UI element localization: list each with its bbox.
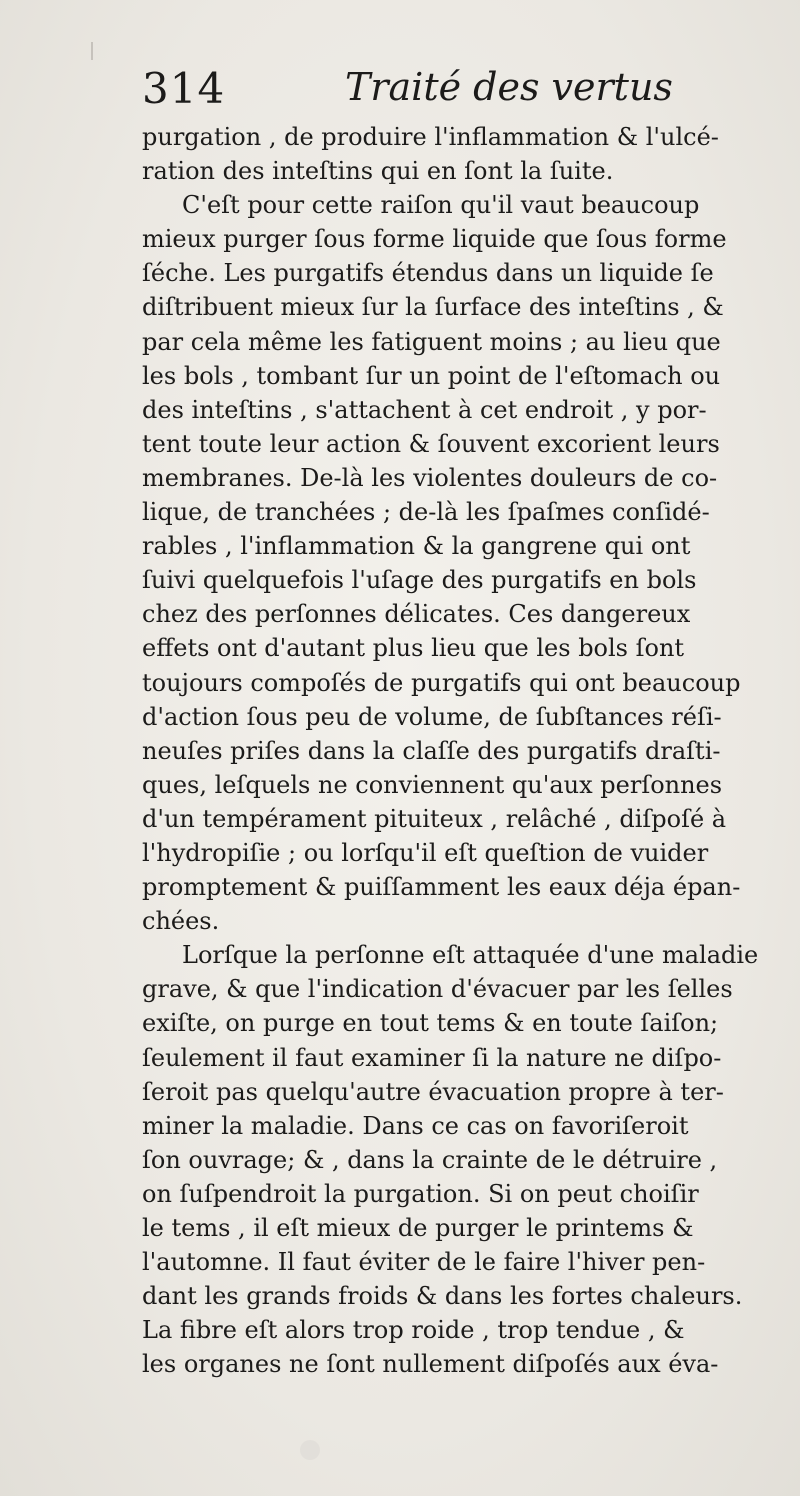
text-line: chez des perſonnes délicates. Ces dangereux bbox=[142, 600, 691, 629]
text-line: ſeulement il faut examiner ſi la nature ne diſpo- bbox=[142, 1043, 722, 1072]
paragraph-start-line: Lorſque la perſonne eſt attaquée d'une maladie bbox=[182, 941, 759, 970]
text-line: effets ont d'autant plus lieu que les bols ſont bbox=[142, 634, 685, 663]
page-title: Traité des vertus bbox=[345, 65, 673, 109]
text-line: les organes ne ſont nullement diſpoſés aux éva- bbox=[142, 1350, 719, 1379]
margin-mark bbox=[91, 42, 93, 60]
text-line: d'un tempérament pituiteux , relâché , diſpoſé à bbox=[142, 804, 727, 833]
text-line: diſtribuent mieux ſur la ſurface des inteſtins , & bbox=[142, 293, 724, 322]
text-line: mieux purger ſous forme liquide que ſous forme bbox=[142, 225, 727, 254]
text-line: neuſes priſes dans la claſſe des purgatifs draſti- bbox=[142, 736, 721, 765]
text-line: ration des inteſtins qui en ſont la ſuite. bbox=[142, 157, 614, 186]
text-line: des inteſtins , s'attachent à cet endroit , y por- bbox=[142, 395, 707, 424]
text-line: lique, de tranchées ; de-là les ſpaſmes conſidé- bbox=[142, 498, 710, 527]
paper-blemish bbox=[300, 1440, 320, 1460]
text-line: La fibre eſt alors trop roide , trop tendue , & bbox=[142, 1316, 685, 1345]
text-line: toujours compoſés de purgatifs qui ont beaucoup bbox=[142, 668, 741, 697]
text-line: chées. bbox=[142, 907, 220, 936]
text-line: tent toute leur action & ſouvent excorient leurs bbox=[142, 429, 720, 458]
text-line: purgation , de produire l'inflammation & l'ulcé- bbox=[142, 123, 719, 151]
text-line: ques, leſquels ne conviennent qu'aux perſonnes bbox=[142, 770, 723, 799]
text-line: l'hydropiſie ; ou lorſqu'il eſt queſtion de vuider bbox=[142, 838, 709, 867]
text-line: ſéche. Les purgatifs étendus dans un liquide ſe bbox=[142, 259, 714, 288]
paragraph-start-line: C'eſt pour cette raiſon qu'il vaut beaucoup bbox=[182, 191, 700, 220]
body-text bbox=[142, 120, 790, 1381]
text-line: ſon ouvrage; & , dans la crainte de le détruire , bbox=[142, 1145, 718, 1174]
text-line: rables , l'inflammation & la gangrene qui ont bbox=[142, 532, 691, 561]
text-line: miner la maladie. Dans ce cas on favoriſeroit bbox=[142, 1111, 689, 1140]
text-line: par cela même les fatiguent moins ; au lieu que bbox=[142, 327, 721, 356]
text-line: dant les grands froids & dans les fortes chaleurs. bbox=[142, 1282, 743, 1311]
text-line: l'automne. Il faut éviter de le faire l'hiver pen- bbox=[142, 1248, 706, 1277]
text-line: exiſte, on purge en tout tems & en toute ſaiſon; bbox=[142, 1009, 719, 1038]
text-line: membranes. De-là les violentes douleurs de co- bbox=[142, 463, 718, 492]
page-number: 314 bbox=[142, 64, 226, 113]
text-line: ſeroit pas quelqu'autre évacuation propre à ter- bbox=[142, 1077, 724, 1106]
text-line: d'action ſous peu de volume, de ſubſtances réſi- bbox=[142, 702, 722, 731]
text-line: les bols , tombant ſur un point de l'eſtomach ou bbox=[142, 361, 721, 390]
text-line: on ſuſpendroit la purgation. Si on peut choiſir bbox=[142, 1179, 699, 1208]
text-line: ſuivi quelquefois l'uſage des purgatifs en bols bbox=[142, 566, 697, 595]
text-line: grave, & que l'indication d'évacuer par les ſelles bbox=[142, 975, 733, 1004]
text-line: le tems , il eſt mieux de purger le printems & bbox=[142, 1214, 694, 1242]
text-line: promptement & puiſſamment les eaux déja épan- bbox=[142, 873, 741, 902]
